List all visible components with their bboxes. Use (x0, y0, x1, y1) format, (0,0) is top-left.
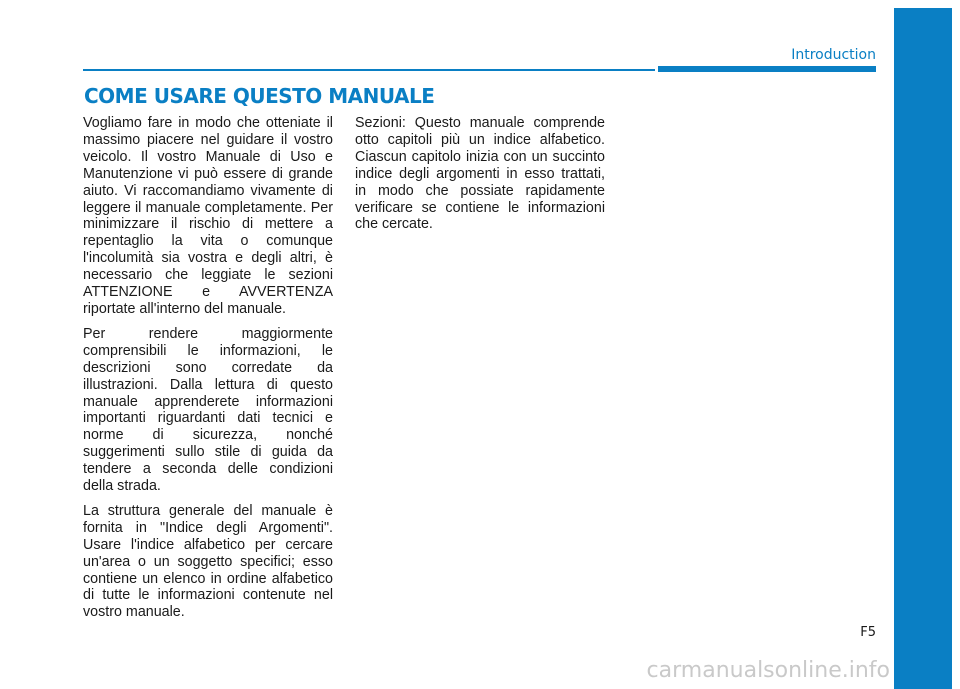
page-title: COME USARE QUESTO MANUALE (84, 84, 435, 108)
paragraph: Sezioni: Questo manuale comprende otto capitoli più un indice alfabetico. Ciascun capitolo inizia con un succinto indice degli argomenti in esso trattati, in modo che possiate rapidamente verificare se contiene le informazioni che cercate. (355, 115, 605, 233)
page-number: F5 (860, 625, 876, 640)
header-rule-thin (83, 69, 655, 71)
right-column (355, 115, 605, 241)
header-rule-thick (658, 66, 876, 72)
paragraph: Vogliamo fare in modo che otteniate il massimo piacere nel guidare il vostro veicolo. Il vostro Manuale di Uso e Manutenzione vi può essere di grande aiuto. Vi raccomandiamo vivamente di leggere il manuale completamente. Per minimizzare il rischio di mettere a repentaglio la vita o comunque l'incolumità sia vostra e degli altri, è necessario che leggiate le sezioni ATTENZIONE e AVVERTENZA riportate all'interno del manuale. (83, 115, 333, 317)
paragraph: La struttura generale del manuale è fornita in "Indice degli Argomenti". Usare l'indice alfabetico per cercare un'area o un soggetto specifici; esso contiene un elenco in ordine alfabetico di tutte le informazioni contenute nel vostro manuale. (83, 502, 333, 621)
paragraph: Per rendere maggiormente comprensibili le informazioni, le descrizioni sono corredate da illustrazioni. Dalla lettura di questo manuale apprenderete informazioni importanti riguardanti dati tecnici e norme di sicurezza, nonché suggerimenti sullo stile di guida da tendere a seconda delle condizioni della strada. (83, 325, 333, 495)
section-label: Introduction (791, 47, 876, 63)
left-column (83, 115, 333, 629)
watermark: carmanualsonline.info (646, 658, 890, 683)
chapter-side-tab (894, 8, 952, 689)
